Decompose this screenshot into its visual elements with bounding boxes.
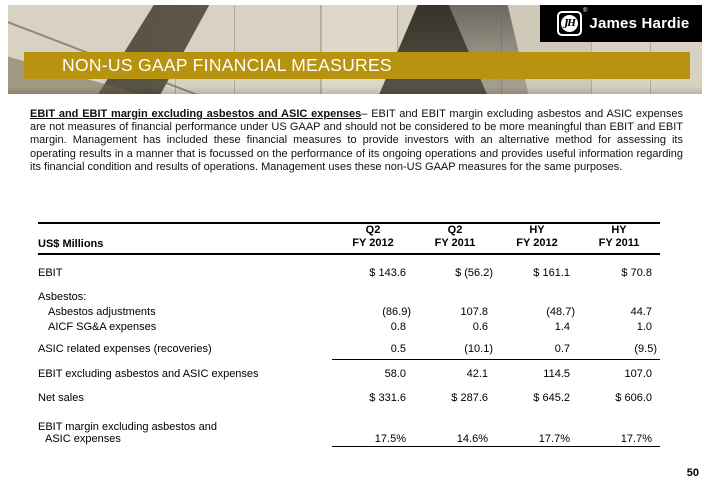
row-label: EBIT xyxy=(38,267,63,279)
cell-value: 114.5 xyxy=(543,368,570,380)
table-body xyxy=(38,267,660,447)
table-row xyxy=(38,291,660,306)
header-photo xyxy=(8,5,702,94)
title-bar xyxy=(24,52,690,79)
intro-paragraph xyxy=(30,108,683,174)
cell-value: 17.7% xyxy=(620,433,652,445)
logo-text: James Hardie xyxy=(589,15,690,32)
table-row xyxy=(38,392,660,407)
column-header: Q2 FY 2012 xyxy=(352,224,394,249)
table-row xyxy=(38,306,660,321)
cell-value: $ 287.6 xyxy=(451,392,488,404)
cell-value: 42.1 xyxy=(466,368,488,380)
cell-value: 1.0 xyxy=(636,321,652,333)
cell-value: 44.7 xyxy=(630,306,652,318)
cell-value: 1.4 xyxy=(554,321,570,333)
cell-value: 107.8 xyxy=(460,306,488,318)
intro-dash: – xyxy=(361,108,372,120)
jh-monogram-icon: JH xyxy=(557,11,582,36)
cell-value: (9.5) xyxy=(634,343,657,355)
cell-value: 0.7 xyxy=(554,343,570,355)
table-rule xyxy=(332,359,660,360)
table-row xyxy=(38,343,660,358)
row-label: Asbestos adjustments xyxy=(48,306,156,318)
row-label: AICF SG&A expenses xyxy=(48,321,157,333)
row-label: Net sales xyxy=(38,392,84,404)
cell-value: $ 143.6 xyxy=(369,267,406,279)
cell-value: 0.5 xyxy=(390,343,406,355)
photo-seam xyxy=(175,5,177,94)
row-label: EBIT excluding asbestos and ASIC expenses xyxy=(38,368,259,380)
photo-seam xyxy=(501,5,503,94)
table-rule xyxy=(332,446,660,447)
cell-value: 0.8 xyxy=(390,321,406,333)
cell-value: $ 70.8 xyxy=(621,267,652,279)
cell-value: (86.9) xyxy=(382,306,411,318)
row-label: EBIT margin excluding asbestos and ASIC expenses xyxy=(38,421,217,445)
cell-value: 14.6% xyxy=(456,433,488,445)
table-header-row xyxy=(38,222,660,255)
cell-value: $ 645.2 xyxy=(533,392,570,404)
column-header: HY FY 2012 xyxy=(516,224,558,249)
table-row xyxy=(38,321,660,336)
cell-value: 0.6 xyxy=(472,321,488,333)
financial-table xyxy=(38,222,660,447)
table-row xyxy=(38,415,660,445)
table-row xyxy=(38,368,660,383)
page-title: NON-US GAAP FINANCIAL MEASURES xyxy=(62,55,392,75)
james-hardie-logo xyxy=(540,5,702,42)
cell-value: (10.1) xyxy=(464,343,493,355)
unit-label: US$ Millions xyxy=(38,238,104,250)
cell-value: $ 606.0 xyxy=(615,392,652,404)
cell-value: $ (56.2) xyxy=(455,267,493,279)
row-label: Asbestos: xyxy=(38,291,87,303)
row-label: ASIC related expenses (recoveries) xyxy=(38,343,212,355)
photo-bottom-shade xyxy=(8,86,702,94)
cell-value: 58.0 xyxy=(384,368,406,380)
cell-value: 107.0 xyxy=(624,368,652,380)
intro-lead: EBIT and EBIT margin excluding asbestos and ASIC expenses xyxy=(30,108,362,120)
cell-value: $ 331.6 xyxy=(369,392,406,404)
photo-seam xyxy=(234,5,236,94)
registered-trademark: ® xyxy=(583,8,588,14)
page-number: 50 xyxy=(686,467,699,479)
intro-body: EBIT and EBIT margin excluding asbestos and ASIC expenses are not measures of financial performance under US GAAP and should not be considered to be more meaningful than EBIT and EBIT margin. Management has included these financial measures to provide investors with an alternative method for assessing its operating results in a manner that is focussed on the performance of its ongoing operations and provides useful information regarding its financial condition and results of operations. Management uses these non-US GAAP measures for the same purposes. xyxy=(30,108,683,173)
photo-seam xyxy=(320,5,322,94)
cell-value: $ 161.1 xyxy=(533,267,570,279)
column-header: HY FY 2011 xyxy=(598,224,640,249)
cell-value: 17.7% xyxy=(538,433,570,445)
table-row xyxy=(38,267,660,282)
cell-value: (48.7) xyxy=(546,306,575,318)
cell-value: 17.5% xyxy=(374,433,406,445)
column-header: Q2 FY 2011 xyxy=(434,224,476,249)
photo-seam xyxy=(397,5,399,94)
